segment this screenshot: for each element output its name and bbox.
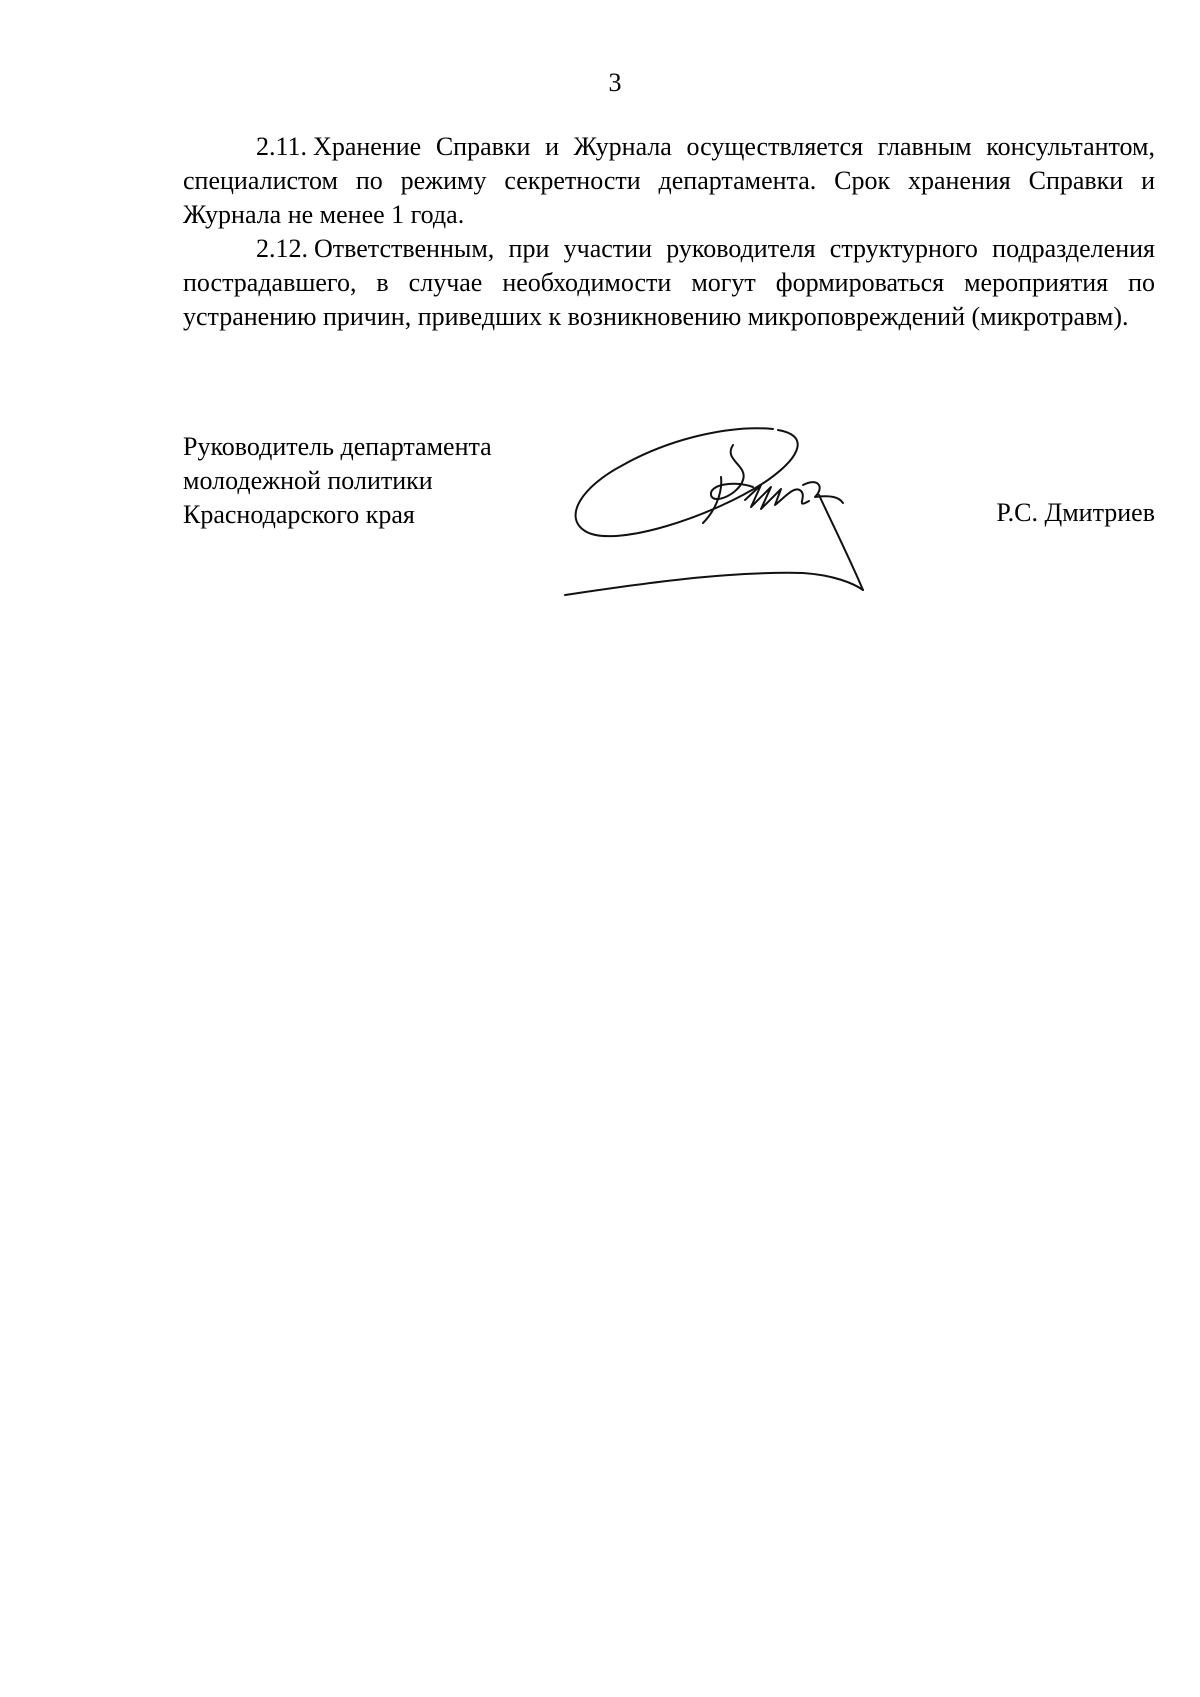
signatory-title-line: молодежной политики [183,466,433,495]
paragraph-text: Ответственным, при участии руководителя структурного подразделения пострадавшего, в случае необходимости могут формироваться мероприятия по устранению причин, приведших к возникновению микроповреждений (микротравм). [183,234,1155,331]
clause-number: 2.12. [256,234,308,263]
signatory-title-line: Руководитель департамента [183,432,492,461]
handwritten-signature [563,425,903,610]
signatory-title-line: Краснодарского края [183,500,415,529]
paragraph-2-11 [183,130,1155,232]
signatory-name: Р.С. Дмитриев [996,498,1155,527]
document-body [183,130,1155,334]
paragraph-text: Хранение Справки и Журнала осуществляется главным консультантом, специалистом по режиму секретности департамента. Срок хранения Справки и Журнала не менее 1 года. [183,132,1155,229]
signature-block [183,430,1155,610]
page-number: 3 [608,68,622,97]
signatory-title [183,430,492,532]
paragraph-2-12 [183,232,1155,334]
clause-number: 2.11. [256,132,308,161]
